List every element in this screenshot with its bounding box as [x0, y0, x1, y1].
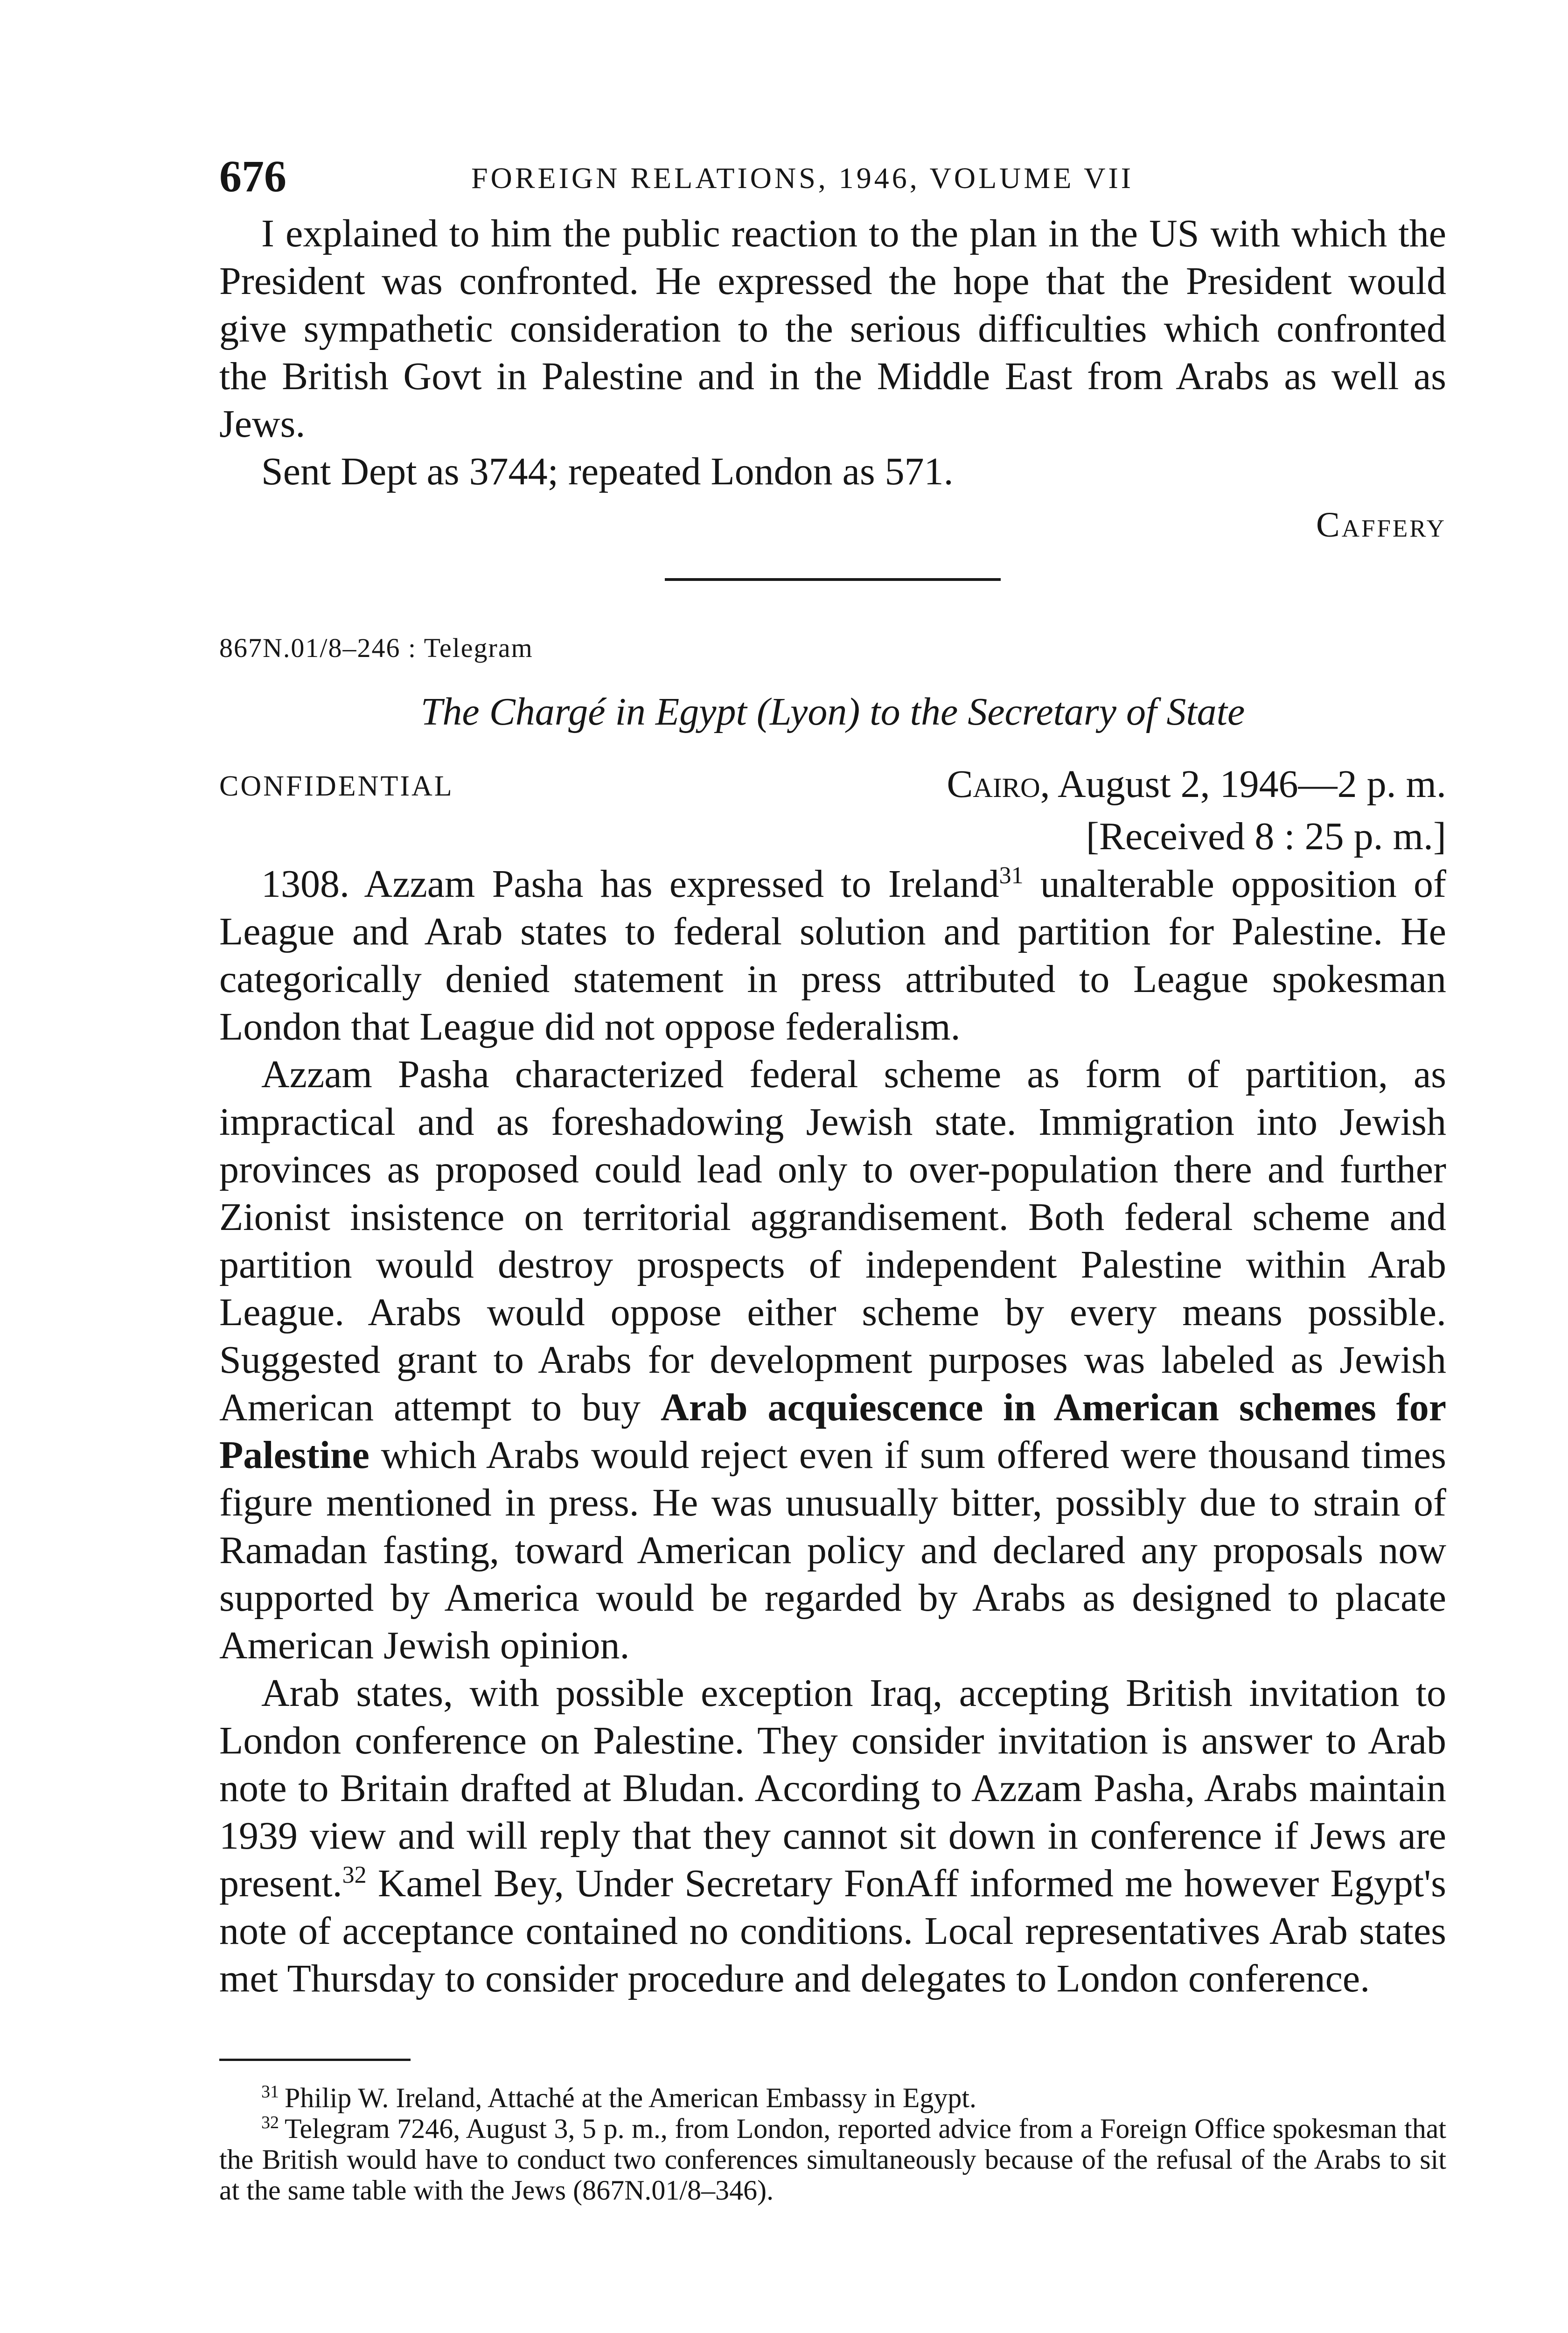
- document-meta: [219, 761, 1446, 813]
- body-paragraph-2-end: which Arabs would reject even if sum offered were thousand times figure mentioned in press. He was unusually bitter, possibly due to strain of Ramadan fasting, toward American policy and declared any proposals now supported by America would be regarded by Arabs as designed to placate American Jewish opinion.: [219, 1433, 1446, 1668]
- body-paragraph-2-start: Azzam Pasha characterized federal scheme as form of partition, as impractical and as foreshadowing Jewish state. Immigration into Jewish provinces as proposed could lead only to over-population there and further Zionist insistence on territorial aggrandisement. Both federal scheme and partition would destroy prospects of independent Palestine within Arab League. Arabs would oppose either scheme by every means possible. Suggested grant to Arabs for development purposes was labeled as Jewish American attempt to buy: [219, 1053, 1446, 1430]
- signature: Caffery: [1316, 505, 1446, 545]
- section-divider: [665, 578, 1001, 581]
- footnote-32: [219, 2113, 1446, 2206]
- prev-paragraph-1: I explained to him the public reaction to the plan in the US with which the President was confronted. He expressed the hope that the President would give sympathetic consideration to the serious difficulties which confronted the British Govt in Palestine and in the Middle East from Arabs as well as Jews.: [219, 212, 1446, 446]
- page-number: 676: [219, 151, 286, 201]
- footnote-number: 31: [261, 2082, 279, 2102]
- footnote-number: 32: [261, 2113, 279, 2133]
- prev-paragraph-2: Sent Dept as 3744; repeated London as 571.: [261, 450, 954, 493]
- dateline-city: Cairo: [947, 762, 1040, 806]
- classification-label: CONFIDENTIAL: [219, 770, 454, 803]
- body-paragraph-1: [219, 860, 1446, 1051]
- footnote-ref-31[interactable]: 31: [999, 862, 1024, 889]
- page: [219, 151, 1447, 2206]
- footnote-text: Telegram 7246, August 3, 5 p. m., from London, reported advice from a Foreign Office spokesman that the British would have to conduct two conferences simultaneously because of the refusal of the Arabs to sit at the same table with the Jews (867N.01/8–346).: [219, 2113, 1446, 2206]
- body-paragraph-1-start: 1308. Azzam Pasha has expressed to Ireland: [261, 862, 999, 906]
- footnote-text: Philip W. Ireland, Attaché at the American Embassy in Egypt.: [285, 2082, 977, 2114]
- body-paragraph-3: [219, 1669, 1446, 2003]
- footnote-31: [219, 2082, 1446, 2113]
- dateline-date: , August 2, 1946—2 p. m.: [1040, 762, 1446, 806]
- running-title: FOREIGN RELATIONS, 1946, VOLUME VII: [471, 161, 1134, 195]
- dateline: [947, 761, 1446, 807]
- bold-phrase: Arab acquiescence in American schemes for Palestine: [219, 1386, 1447, 1477]
- document-title: The Chargé in Egypt (Lyon) to the Secretary of State: [420, 690, 1245, 733]
- file-reference: 867N.01/8–246 : Telegram: [219, 633, 533, 663]
- body-paragraph-3-end: Kamel Bey, Under Secretary FonAff informed me however Egypt's note of acceptance contained no conditions. Local representatives Arab states met Thursday to consider procedure and delegates to London conference.: [219, 1862, 1446, 2001]
- body-paragraph-2: [219, 1051, 1446, 1669]
- body-paragraph-1-end: unalterable opposition of League and Arab states to federal solution and partition for Palestine. He categorically denied statement in press attributed to League spokesman London that League did not oppose federalism.: [219, 862, 1446, 1049]
- running-head: [219, 151, 1446, 210]
- footnote-ref-32[interactable]: 32: [342, 1862, 367, 1889]
- received-time: [Received 8 : 25 p. m.]: [1086, 815, 1446, 859]
- footnote-divider: [219, 2059, 411, 2061]
- body-paragraph-3-start: Arab states, with possible exception Iraq, accepting British invitation to London conference on Palestine. They consider invitation is answer to Arab note to Britain drafted at Bludan. According to Azzam Pasha, Arabs maintain 1939 view and will reply that they cannot sit down in conference if Jews are present.: [219, 1671, 1446, 1906]
